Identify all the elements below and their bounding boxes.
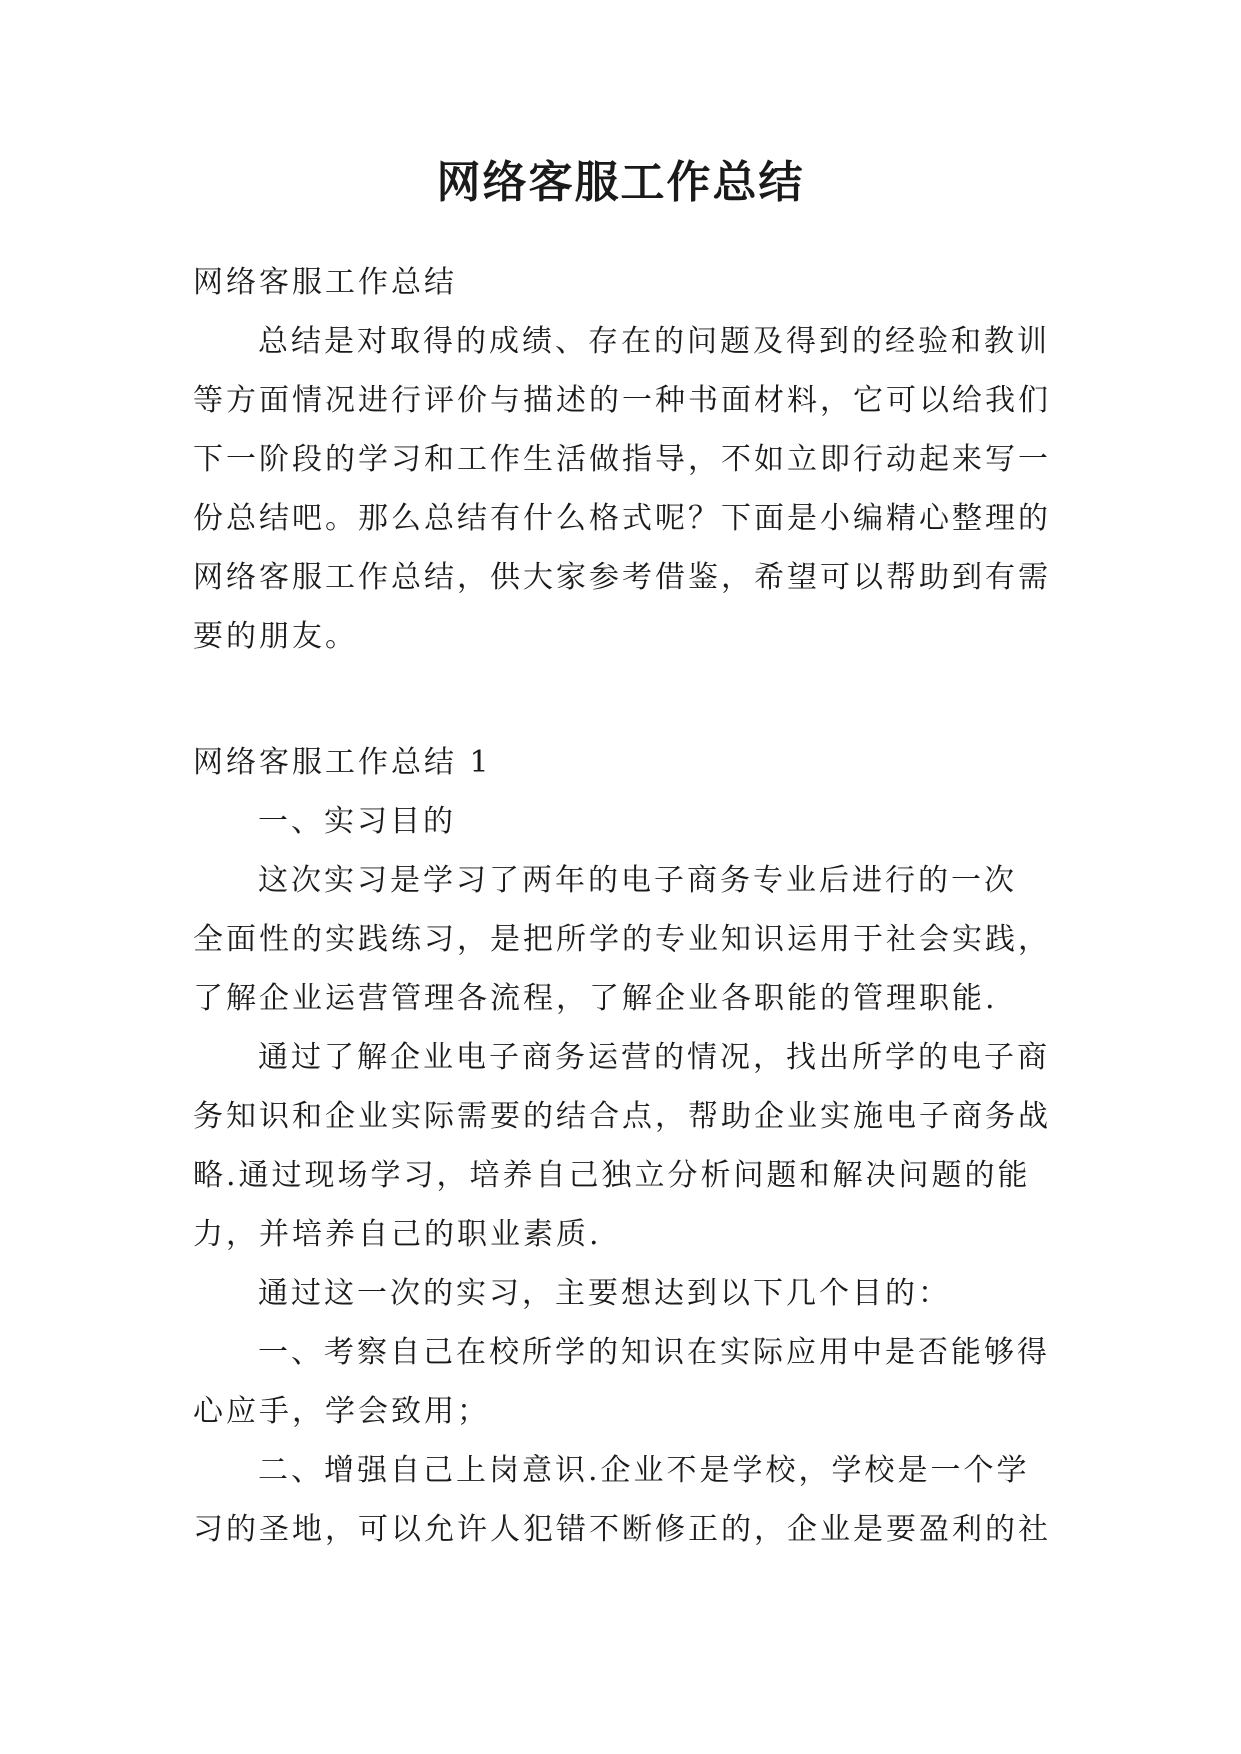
- paragraph-line: 通过这一次的实习，主要想达到以下几个目的：: [258, 1276, 951, 1311]
- paragraph-line: 要的朋友。: [193, 619, 358, 654]
- paragraph-line: 二、增强自己上岗意识.企业不是学校，学校是一个学: [258, 1453, 1030, 1488]
- paragraph-line: 份总结吧。那么总结有什么格式呢？下面是小编精心整理的: [193, 501, 1051, 536]
- subsection-heading: 一、实习目的: [258, 804, 456, 839]
- document-subtitle: 网络客服工作总结: [193, 265, 457, 300]
- paragraph-line: 全面性的实践练习，是把所学的专业知识运用于社会实践，: [193, 922, 1051, 957]
- section-heading: 网络客服工作总结 1: [193, 745, 492, 780]
- paragraph-line: 力，并培养自己的职业素质.: [193, 1217, 602, 1252]
- paragraph-line: 心应手，学会致用；: [193, 1394, 490, 1429]
- paragraph-line: 一、考察自己在校所学的知识在实际应用中是否能够得: [258, 1335, 1050, 1370]
- paragraph-line: 了解企业运营管理各流程，了解企业各职能的管理职能.: [193, 981, 998, 1016]
- paragraph-line: 习的圣地，可以允许人犯错不断修正的，企业是要盈利的社: [193, 1512, 1051, 1547]
- paragraph-line: 这次实习是学习了两年的电子商务专业后进行的一次: [258, 863, 1017, 898]
- paragraph-line: 网络客服工作总结，供大家参考借鉴，希望可以帮助到有需: [193, 560, 1051, 595]
- paragraph-line: 务知识和企业实际需要的结合点，帮助企业实施电子商务战: [193, 1099, 1051, 1134]
- paragraph-line: 下一阶段的学习和工作生活做指导，不如立即行动起来写一: [193, 442, 1051, 477]
- paragraph-line: 通过了解企业电子商务运营的情况，找出所学的电子商: [258, 1040, 1050, 1075]
- paragraph-line: 等方面情况进行评价与描述的一种书面材料，它可以给我们: [193, 383, 1051, 418]
- document-title: 网络客服工作总结: [436, 157, 805, 208]
- paragraph-line: 略.通过现场学习，培养自己独立分析问题和解决问题的能: [193, 1158, 1031, 1193]
- paragraph-line: 总结是对取得的成绩、存在的问题及得到的经验和教训: [258, 324, 1050, 359]
